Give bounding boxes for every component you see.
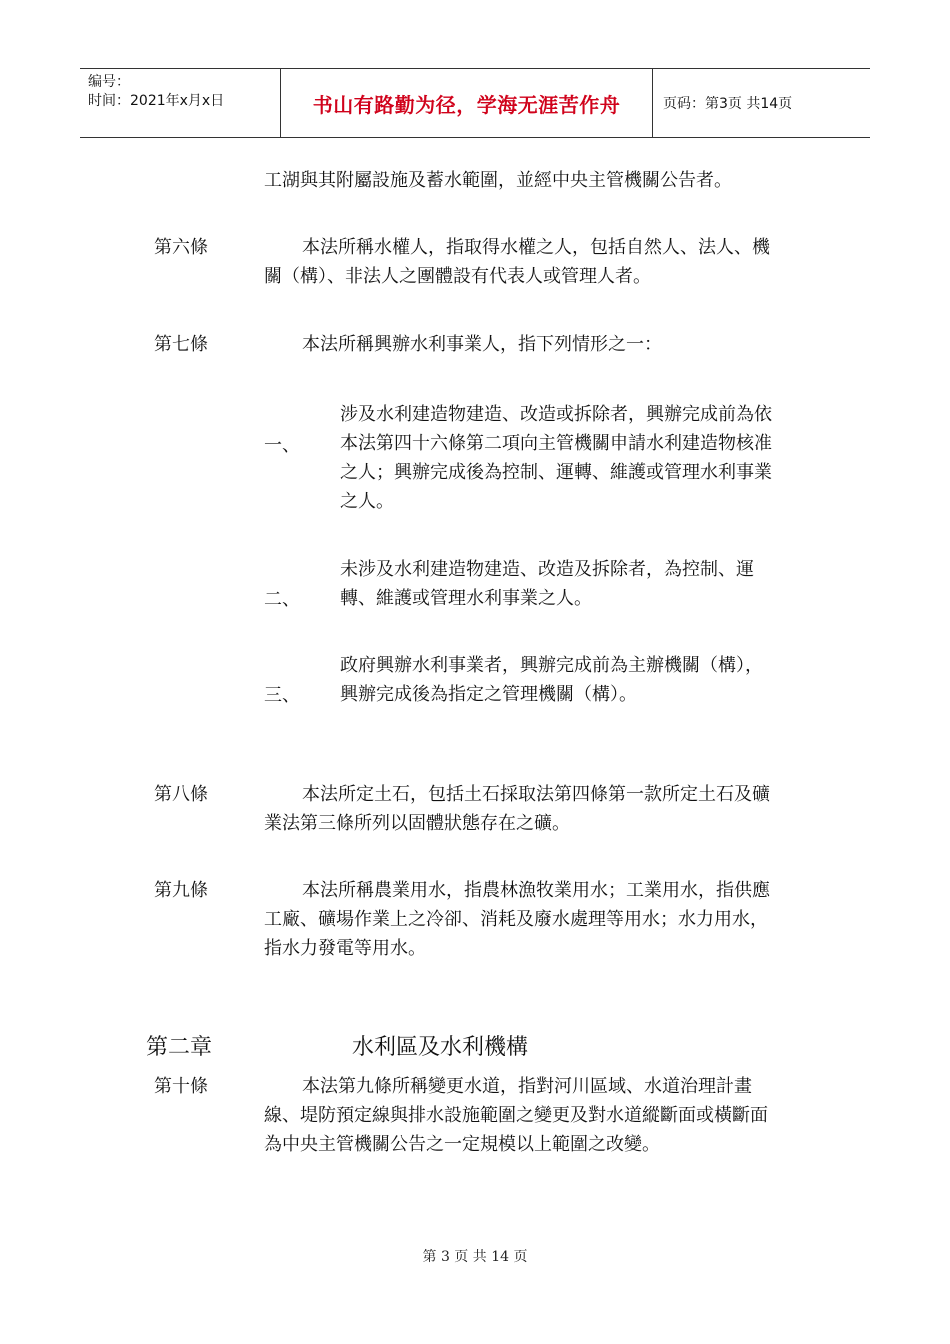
article-6-line-1: 本法所稱水權人，指取得水權之人，包括自然人、法人、機 bbox=[302, 237, 770, 258]
chapter-label: 第二章 bbox=[146, 1035, 213, 1060]
article-7-item-1-marker: 一、 bbox=[264, 435, 300, 456]
document-header bbox=[80, 68, 870, 138]
article-8-label: 第八條 bbox=[154, 784, 208, 805]
article-7-item-2-line-1: 未涉及水利建造物建造、改造及拆除者，為控制、運 bbox=[340, 559, 754, 580]
header-time-label: 时间：2021年x月x日 bbox=[88, 93, 225, 109]
article-10-label: 第十條 bbox=[154, 1076, 208, 1097]
header-meta bbox=[80, 69, 281, 137]
article-7-item-1-line-2: 本法第四十六條第二項向主管機關申請水利建造物核准 bbox=[340, 433, 772, 454]
article-7-item-1-line-1: 涉及水利建造物建造、改造或拆除者，興辦完成前為依 bbox=[340, 404, 772, 425]
article-7-line-1: 本法所稱興辦水利事業人，指下列情形之一： bbox=[302, 334, 662, 355]
article-7-item-3-marker: 三、 bbox=[264, 685, 300, 706]
article-10-line-3: 為中央主管機關公告之一定規模以上範圍之改變。 bbox=[264, 1134, 660, 1155]
header-motto: 书山有路勤为径，学海无涯苦作舟 bbox=[281, 69, 653, 137]
article-9-line-2: 工廠、礦場作業上之冷卻、消耗及廢水處理等用水；水力用水， bbox=[264, 909, 768, 930]
page-footer: 第 3 页 共 14 页 bbox=[422, 1249, 528, 1265]
continuation-text: 工湖與其附屬設施及蓄水範圍，並經中央主管機關公告者。 bbox=[264, 170, 732, 191]
article-7-item-3-line-1: 政府興辦水利事業者，興辦完成前為主辦機關（構）， bbox=[340, 655, 763, 676]
header-number-label: 编号： bbox=[88, 74, 130, 90]
article-6-line-2: 關（構）、非法人之團體設有代表人或管理人者。 bbox=[264, 266, 651, 287]
article-10-line-1: 本法第九條所稱變更水道，指對河川區域、水道治理計畫 bbox=[302, 1076, 752, 1097]
article-7-item-2-marker: 二、 bbox=[264, 589, 300, 610]
article-6-label: 第六條 bbox=[154, 237, 208, 258]
article-7-item-3-line-2: 興辦完成後為指定之管理機關（構）。 bbox=[340, 684, 637, 705]
header-page-info: 页码：第3页 共14页 bbox=[663, 96, 793, 112]
article-7-item-1-line-4: 之人。 bbox=[340, 491, 394, 512]
chapter-title: 水利區及水利機構 bbox=[352, 1035, 529, 1060]
article-7-label: 第七條 bbox=[154, 334, 208, 355]
article-10-line-2: 線、堤防預定線與排水設施範圍之變更及對水道縱斷面或橫斷面 bbox=[264, 1105, 768, 1126]
article-9-line-3: 指水力發電等用水。 bbox=[264, 938, 426, 959]
article-9-line-1: 本法所稱農業用水，指農林漁牧業用水；工業用水，指供應 bbox=[302, 880, 770, 901]
article-9-label: 第九條 bbox=[154, 880, 208, 901]
article-8-line-1: 本法所定土石，包括土石採取法第四條第一款所定土石及礦 bbox=[302, 784, 770, 805]
article-7-item-1-line-3: 之人；興辦完成後為控制、運轉、維護或管理水利事業 bbox=[340, 462, 772, 483]
article-7-item-2-line-2: 轉、維護或管理水利事業之人。 bbox=[340, 588, 592, 609]
article-8-line-2: 業法第三條所列以固體狀態存在之礦。 bbox=[264, 813, 570, 834]
